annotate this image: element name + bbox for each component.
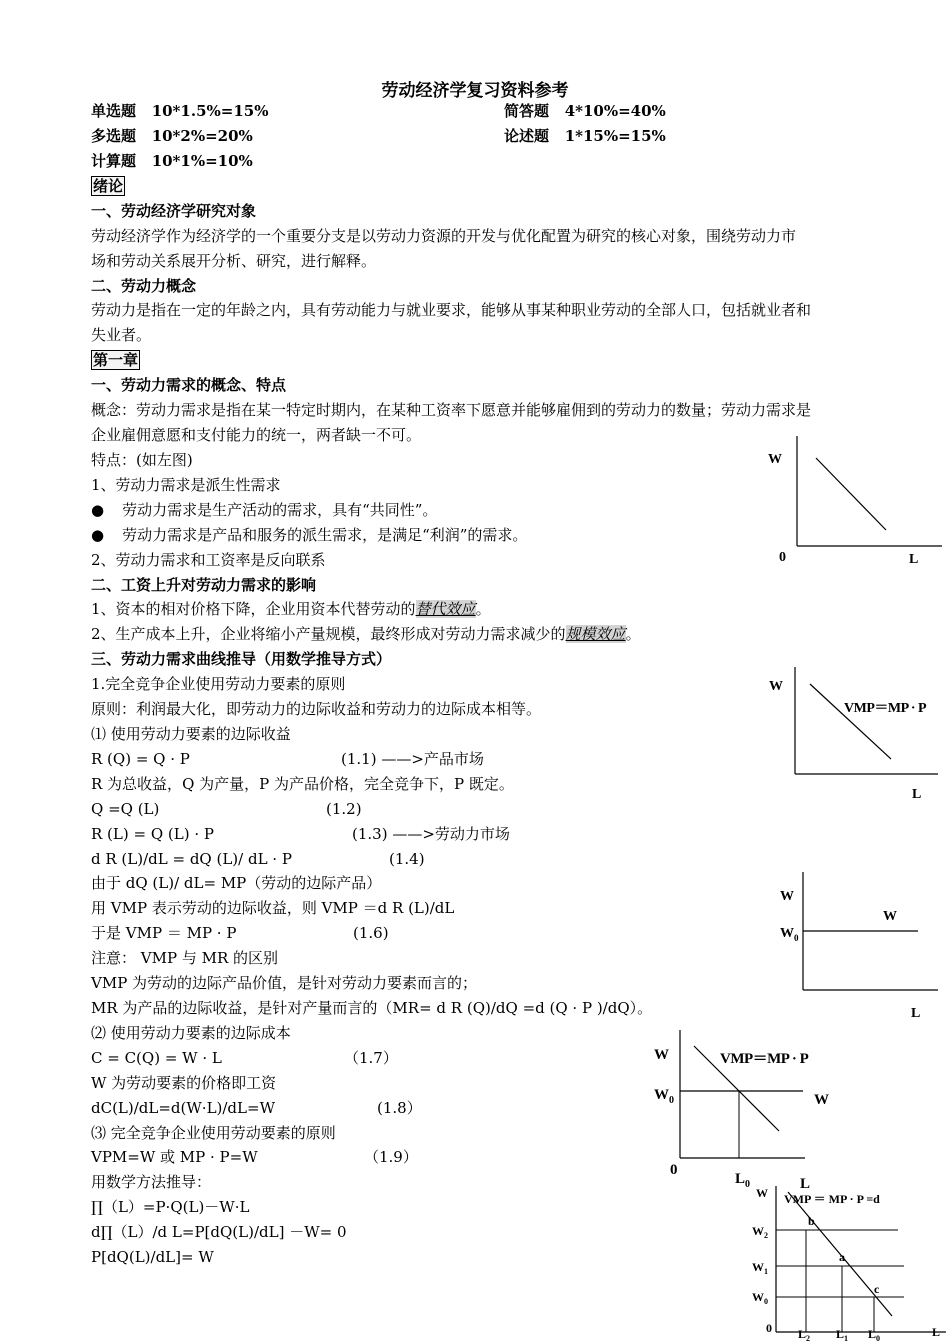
- intro-heading-1: 一、劳动经济学研究对象: [91, 202, 257, 220]
- equation-1-1-note: (1.1) ——>产品市场: [341, 750, 484, 768]
- equation-1-3-note: (1.3) ——>劳动力市场: [352, 825, 510, 843]
- x-axis-label: L: [932, 1325, 941, 1339]
- ch1-line-e10: 用 VMP 表示劳动的边际收益，则 VMP ＝d R (L)/dL: [91, 899, 455, 917]
- equation-1-8: dC(L)/dL=d(W·L)/dL=W: [91, 1099, 275, 1117]
- figure-wage-line: [760, 868, 950, 1028]
- ch1-line-f3: W 为劳动要素的价格即工资: [91, 1074, 277, 1092]
- vmp-curve: [810, 684, 891, 759]
- ch1-feature-1: 1、劳动力需求是派生性需求: [91, 476, 281, 494]
- ch1-line-e3: ⑴ 使用劳动力要素的边际收益: [91, 725, 291, 743]
- profit-function: ∏（L）=P·Q(L)－W·L: [91, 1198, 250, 1216]
- demand-curve: [816, 458, 886, 530]
- l0-label: $L_0$: [868, 1327, 881, 1343]
- ch1-heading-1: 一、劳动力需求的概念、特点: [91, 376, 287, 394]
- w0-label: $W_0$: [780, 926, 799, 943]
- x-axis-label: L: [909, 552, 919, 567]
- figure-equilibrium: [645, 1028, 845, 1193]
- scale-effect: 规模效应: [565, 625, 626, 643]
- y-axis-label: W: [780, 889, 794, 904]
- y-axis-label: W: [654, 1047, 669, 1063]
- intro-paragraph-1a: 劳动经济学作为经济学的一个重要分支是以劳动力资源的开发与优化配置为研究的核心对象，围绕劳动力市: [91, 227, 797, 245]
- ch1-line-f1: ⑵ 使用劳动力要素的边际成本: [91, 1024, 291, 1042]
- score-calculation: 计算题 10*1%=10%: [91, 152, 253, 170]
- origin-label: 0: [779, 550, 786, 565]
- x-axis-label: L: [800, 1176, 811, 1192]
- figure-demand-curve: [760, 432, 950, 572]
- ch1-concept-2: 企业雇佣意愿和支付能力的统一，两者缺一不可。: [91, 426, 422, 444]
- wage-line-label: W: [883, 909, 897, 924]
- score-single-choice: 单选题 10*1.5%=15%: [91, 102, 269, 120]
- point-b-label: b: [808, 1214, 815, 1228]
- equation-1-6: 于是 VMP ＝ MP · P: [91, 924, 237, 942]
- equation-1-3: R (L) = Q (L) · P: [91, 825, 214, 843]
- equation-1-4: d R (L)/dL = dQ (L)/ dL · P: [91, 850, 292, 868]
- w0-label: $W_0$: [654, 1087, 674, 1106]
- ch1-line-e1: 1.完全竞争企业使用劳动力要素的原则: [91, 675, 346, 693]
- vmp-label: VMP＝MP · P: [844, 701, 927, 716]
- point-a-label: a: [839, 1250, 845, 1264]
- intro-paragraph-2a: 劳动力是指在一定的年龄之内，具有劳动能力与就业要求，能够从事某种职业劳动的全部人口，包括就业者和: [91, 301, 812, 319]
- ch1-concept-1: 概念：劳动力需求是指在某一特定时期内，在某种工资率下愿意并能够雇佣到的劳动力的数量；劳动力需求是: [91, 401, 812, 419]
- ch1-line-e13: VMP 为劳动的边际产品价值，是针对劳动力要素而言的；: [91, 974, 478, 992]
- figure-wage-levels: [748, 1180, 950, 1344]
- ch1-line-e12: 注意： VMP 与 MR 的区别: [91, 949, 279, 967]
- wage-line-label: W: [814, 1092, 829, 1108]
- y-axis-label: W: [756, 1186, 768, 1200]
- w0-label: $W_0$: [752, 1290, 768, 1306]
- ch1-line-e9: 由于 dQ (L)/ dL= MP（劳动的边际产品）: [91, 874, 382, 892]
- y-axis-label: W: [769, 679, 783, 694]
- vmp-label: VMP＝MP · P: [720, 1051, 809, 1067]
- intro-tag: 绪论: [93, 177, 124, 195]
- profit-derivative: d∏（L）/d L=P[dQ(L)/dL] －W= 0: [91, 1223, 347, 1241]
- x-axis-label: L: [911, 1006, 921, 1021]
- equation-1-1: R (Q) = Q · P: [91, 750, 190, 768]
- equation-1-8-note: (1.8）: [377, 1099, 422, 1117]
- equation-1-6-note: (1.6): [353, 924, 389, 942]
- ch1-line-e2: 原则：利润最大化，即劳动力的边际收益和劳动力的边际成本相等。: [91, 700, 542, 718]
- score-short-answer: 简答题 4*10%=40%: [504, 102, 666, 120]
- ch1-line-f5: ⑶ 完全竞争企业使用劳动要素的原则: [91, 1124, 336, 1142]
- origin-label: 0: [670, 1162, 678, 1178]
- equation-1-9-note: （1.9）: [364, 1148, 418, 1166]
- ch1-line-e14: MR 为产品的边际收益，是针对产量而言的（MR= d R (Q)/dQ =d (Q · P )/dQ）。: [91, 999, 653, 1017]
- equation-1-7: C = C(Q) = W · L: [91, 1049, 222, 1067]
- origin-label: 0: [766, 1321, 772, 1335]
- l2-label: $L_2$: [798, 1327, 811, 1343]
- y-axis-label: W: [768, 452, 782, 467]
- ch1-line-e5: R 为总收益，Q 为产量，P 为产品价格，完全竞争下，P 既定。: [91, 775, 514, 793]
- ch1-effect-1: 1、资本的相对价格下降，企业用资本代替劳动的替代效应。: [91, 600, 491, 618]
- x-axis-label: L: [912, 787, 922, 802]
- vmp-label: VMP ＝ MP · P =d: [784, 1192, 880, 1206]
- intro-heading-2: 二、劳动力概念: [91, 277, 197, 295]
- score-essay: 论述题 1*15%=15%: [504, 127, 666, 145]
- ch1-bullet-2: ● 劳动力需求是产品和服务的派生需求，是满足“利润”的需求。: [91, 526, 528, 544]
- chapter1-tag: 第一章: [93, 351, 139, 369]
- substitution-effect: 替代效应: [415, 600, 476, 618]
- intro-paragraph-1b: 场和劳动关系展开分析、研究，进行解释。: [91, 252, 377, 270]
- w1-label: $W_1$: [752, 1260, 768, 1276]
- document-title: 劳动经济学复习资料参考: [381, 81, 569, 101]
- score-multi-choice: 多选题 10*2%=20%: [91, 127, 253, 145]
- profit-condition: P[dQ(L)/dL]= W: [91, 1248, 214, 1266]
- ch1-features: 特点：(如左图): [91, 451, 193, 469]
- point-c-label: c: [874, 1282, 880, 1296]
- ch1-heading-3: 三、劳动力需求曲线推导（用数学推导方式）: [91, 650, 392, 668]
- figure-vmp-curve: [760, 664, 950, 802]
- equation-1-9: VPM=W 或 MP · P=W: [91, 1148, 258, 1166]
- ch1-bullet-1: ● 劳动力需求是生产活动的需求，具有“共同性”。: [91, 501, 438, 519]
- l0-label: $L_0$: [735, 1171, 751, 1190]
- equation-1-4-note: (1.4): [389, 850, 425, 868]
- intro-paragraph-2b: 失业者。: [91, 326, 152, 344]
- equation-1-2-note: (1.2): [326, 800, 362, 818]
- ch1-line-f7: 用数学方法推导：: [91, 1173, 212, 1191]
- w2-label: $W_2$: [752, 1224, 768, 1240]
- l1-label: $L_1$: [836, 1327, 849, 1343]
- ch1-feature-2: 2、劳动力需求和工资率是反向联系: [91, 551, 326, 569]
- equation-1-2: Q =Q (L): [91, 800, 160, 818]
- ch1-heading-2: 二、工资上升对劳动力需求的影响: [91, 576, 317, 594]
- ch1-effect-2: 2、生产成本上升，企业将缩小产量规模，最终形成对劳动力需求减少的规模效应。: [91, 625, 641, 643]
- equation-1-7-note: （1.7）: [344, 1049, 398, 1067]
